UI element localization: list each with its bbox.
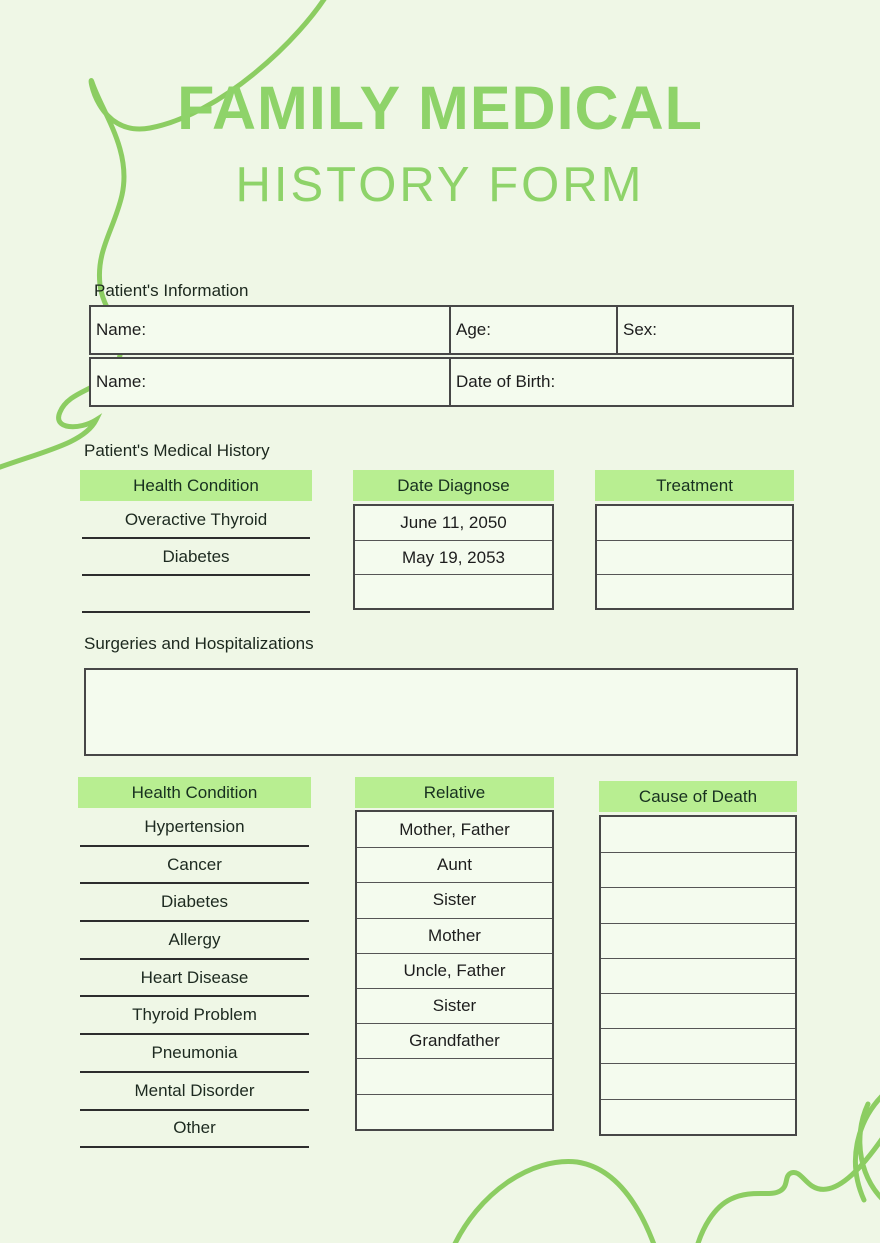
name-label: Name:	[96, 320, 147, 339]
relative-column	[355, 777, 554, 1131]
cause-of-death-row[interactable]	[601, 887, 795, 922]
relative-header: Relative	[355, 777, 554, 808]
treatment-rows	[595, 504, 794, 610]
family-health-condition-value: Heart Disease	[140, 967, 249, 987]
relative-value: Mother	[428, 925, 481, 945]
cause-of-death-row[interactable]	[601, 923, 795, 958]
cause-of-death-column	[599, 781, 797, 1136]
relative-value: Uncle, Father	[403, 960, 506, 980]
date-of-birth-field[interactable]	[449, 359, 792, 405]
family-health-condition-value: Thyroid Problem	[132, 1005, 257, 1025]
relative-row[interactable]	[357, 1023, 552, 1058]
health-condition-row[interactable]	[82, 539, 310, 576]
health-condition-row[interactable]	[82, 502, 310, 539]
vine-leaf-right-icon	[855, 1092, 880, 1204]
date-diagnose-row[interactable]	[355, 506, 552, 540]
relative-row[interactable]	[357, 847, 552, 882]
date-diagnose-row[interactable]	[355, 540, 552, 574]
date-diagnose-value: June 11, 2050	[400, 513, 507, 532]
relative-row[interactable]	[357, 953, 552, 988]
age-field[interactable]	[449, 307, 616, 353]
date-diagnose-value: May 19, 2053	[401, 547, 505, 567]
treatment-row[interactable]	[597, 540, 792, 574]
date-diagnose-rows	[353, 504, 554, 610]
family-health-condition-row[interactable]	[80, 922, 309, 960]
family-health-condition-row[interactable]	[80, 884, 309, 922]
family-health-condition-value: Hypertension	[144, 816, 245, 836]
relative-value: Grandfather	[409, 1031, 500, 1051]
date-of-birth-label: Date of Birth:	[456, 372, 556, 391]
relative-value: Sister	[432, 996, 477, 1016]
age-label: Age:	[456, 320, 491, 339]
date-diagnose-row[interactable]	[355, 574, 552, 608]
cause-of-death-row[interactable]	[601, 1099, 795, 1134]
family-health-condition-row[interactable]	[80, 960, 309, 998]
family-health-condition-header: Health Condition	[78, 777, 311, 808]
surgeries-heading: Surgeries and Hospitalizations	[84, 634, 314, 653]
surgeries-field[interactable]	[84, 668, 798, 756]
sex-field[interactable]	[616, 307, 792, 353]
relative-row[interactable]	[357, 988, 552, 1023]
relative-row[interactable]	[357, 882, 552, 917]
cause-of-death-row[interactable]	[601, 1063, 795, 1098]
family-health-condition-row[interactable]	[80, 1073, 309, 1111]
relative-row[interactable]	[357, 1094, 552, 1129]
patient-info-row-1	[89, 305, 794, 355]
family-health-condition-row[interactable]	[80, 847, 309, 885]
patient-info-heading: Patient's Information	[94, 281, 249, 300]
cause-of-death-row[interactable]	[601, 852, 795, 887]
vine-bottom-wave-icon	[696, 1136, 880, 1243]
cause-of-death-row[interactable]	[601, 993, 795, 1028]
health-condition-rows	[80, 502, 312, 613]
form-title-line2: HISTORY FORM	[235, 158, 645, 212]
health-condition-header: Health Condition	[80, 470, 312, 501]
family-health-condition-value: Mental Disorder	[134, 1080, 255, 1100]
medical-history-condition-column	[80, 470, 312, 613]
family-health-condition-rows	[78, 809, 311, 1148]
treatment-row[interactable]	[597, 506, 792, 540]
relative-value: Sister	[432, 890, 477, 910]
cause-of-death-rows	[599, 815, 797, 1136]
name-field[interactable]	[91, 307, 449, 353]
form-title-line1: FAMILY MEDICAL	[177, 74, 703, 142]
relative-row[interactable]	[357, 1058, 552, 1093]
name-label-2: Name:	[96, 372, 147, 391]
family-health-condition-row[interactable]	[80, 809, 309, 847]
relative-row[interactable]	[357, 918, 552, 953]
cause-of-death-row[interactable]	[601, 1028, 795, 1063]
cause-of-death-row[interactable]	[601, 958, 795, 993]
family-health-condition-row[interactable]	[80, 1035, 309, 1073]
family-health-condition-row[interactable]	[80, 997, 309, 1035]
vine-bottom-arc-icon	[452, 1162, 656, 1243]
family-health-condition-value: Pneumonia	[151, 1042, 238, 1062]
relative-row[interactable]	[357, 812, 552, 847]
family-health-condition-value: Allergy	[168, 929, 221, 949]
family-health-condition-value: Cancer	[167, 854, 222, 874]
patient-info-row-2	[89, 357, 794, 407]
treatment-column	[595, 470, 794, 610]
family-health-condition-value: Diabetes	[160, 892, 229, 912]
family-health-condition-value: Other	[173, 1118, 216, 1138]
sex-label: Sex:	[623, 320, 658, 339]
form-title	[0, 74, 880, 212]
family-health-condition-row[interactable]	[80, 1111, 309, 1149]
date-diagnose-column	[353, 470, 554, 610]
name-field-2[interactable]	[91, 359, 449, 405]
family-condition-column	[78, 777, 311, 1148]
relative-rows	[355, 810, 554, 1131]
treatment-header: Treatment	[595, 470, 794, 501]
health-condition-value: Overactive Thyroid	[124, 509, 268, 529]
medical-history-heading: Patient's Medical History	[84, 441, 270, 460]
cause-of-death-header: Cause of Death	[599, 781, 797, 812]
cause-of-death-row[interactable]	[601, 817, 795, 852]
relative-value: Aunt	[437, 855, 472, 875]
health-condition-value: Diabetes	[162, 546, 230, 566]
date-diagnose-header: Date Diagnose	[353, 470, 554, 501]
treatment-row[interactable]	[597, 574, 792, 608]
health-condition-row[interactable]	[82, 576, 310, 613]
relative-value: Mother, Father	[399, 819, 510, 839]
